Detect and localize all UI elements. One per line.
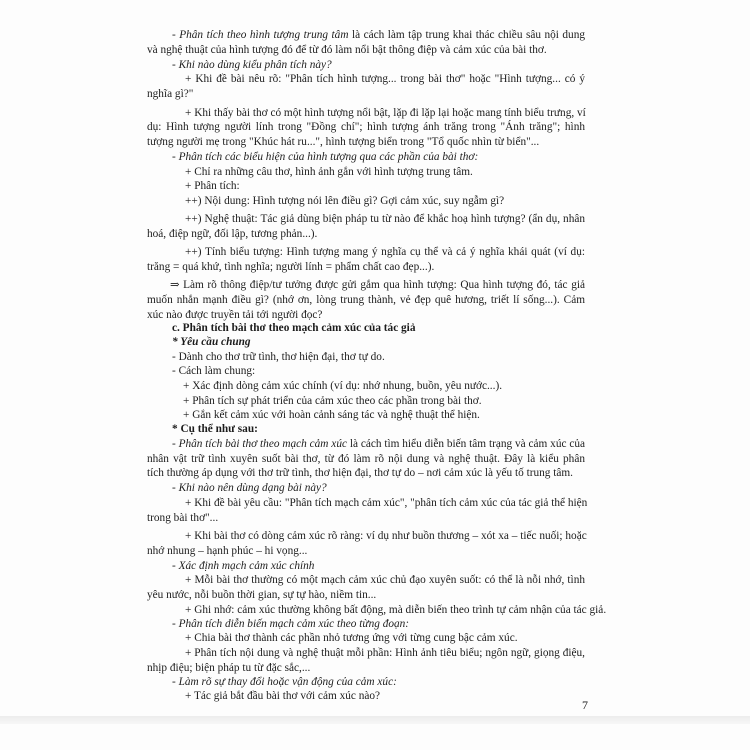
text-line: dụ: Hình tượng người lính trong "Đồng chí"; hình tượng ánh trăng trong "Ánh trăng"; hình (147, 121, 585, 133)
text-line: + Phân tích nội dung và nghệ thuật mỗi phần: Hình ảnh tiêu biểu; ngôn ngữ, giọng điệu, (185, 647, 585, 659)
text-line: + Chỉ ra những câu thơ, hình ảnh gắn với hình tượng trung tâm. (185, 166, 473, 178)
text-line: + Xác định dòng cảm xúc chính (ví dụ: nhớ nhung, buồn, yêu nước...). (183, 380, 503, 392)
text-line: + Chia bài thơ thành các phần nhỏ tương ứng với từng cung bậc cảm xúc. (185, 632, 518, 644)
page-number: 7 (582, 698, 588, 712)
text-line: trong bài thơ"... (147, 512, 219, 524)
text-line: + Khi đề bài nêu rõ: "Phân tích hình tượng... trong bài thơ" hoặc "Hình tượng... có ý (185, 73, 585, 85)
text-line: - Cách làm chung: (172, 365, 256, 377)
text-line: nhịp điệu; biện pháp tu từ đặc sắc,... (147, 662, 311, 674)
text-line: ⇒ Làm rõ thông điệp/tư tưởng được gửi gắm qua hình tượng: Qua hình tượng đó, tác giả (170, 279, 585, 291)
italic-term: - Phân tích bài thơ theo mạch cảm xúc (172, 438, 347, 450)
text-line: xúc nào được truyền tải tới người đọc? (147, 309, 323, 321)
text-line: - Dành cho thơ trữ tình, thơ hiện đại, thơ tự do. (172, 351, 385, 363)
page-bottom-edge (0, 716, 750, 724)
text-line: c. Phân tích bài thơ theo mạch cảm xúc của tác giả (172, 322, 416, 334)
text-line: + Ghi nhớ: cảm xúc thường không bất động, mà diễn biến theo trình tự cảm nhận của tác giả. (185, 604, 607, 616)
text-line: + Phân tích sự phát triển của cảm xúc theo các phần trong bài thơ. (183, 395, 482, 407)
text-line: + Khi thấy bài thơ có một hình tượng nổi bật, lặp đi lặp lại hoặc mang tính biểu trưng, ví (185, 107, 586, 119)
text-line: tích thường áp dụng với thơ trữ tình, thơ hiện đại, thơ tự do – nơi cảm xúc là yếu tố trung tâm. (147, 467, 574, 479)
text-line: yêu nước, nỗi buồn thời gian, sự tự hào, niềm tin... (147, 589, 377, 601)
text-line: + Phân tích: (185, 180, 240, 192)
text-line: - Phân tích các biểu hiện của hình tượng qua các phần của bài thơ: (172, 151, 479, 163)
text-line: trăng = quá khứ, tình nghĩa; người lính = phẩm chất cao đẹp...). (147, 261, 435, 273)
text-line: + Khi đề bài yêu cầu: "Phân tích mạch cảm xúc", "phân tích cảm xúc của tác giả thể hiện (185, 497, 588, 509)
text-line: - Phân tích diễn biến mạch cảm xúc theo từng đoạn: (172, 618, 410, 630)
text-line: ++) Tính biểu tượng: Hình tượng mang ý nghĩa cụ thể và cả ý nghĩa khái quát (ví dụ: (185, 246, 585, 258)
line-rest: là cách tìm hiểu diễn biến tâm trạng và cảm xúc của (346, 438, 586, 450)
text-line: ++) Nghệ thuật: Tác giả dùng biện pháp tu từ nào để khắc hoạ hình tượng? (ẩn dụ, nhân (185, 213, 585, 225)
text-line: * Yêu cầu chung (172, 336, 251, 348)
text-line: nhớ nhung – hạnh phúc – hi vọng... (147, 545, 308, 557)
text-line: tượng người mẹ trong "Khúc hát ru...", hình tượng biển trong "Tổ quốc nhìn từ biển"... (147, 136, 540, 148)
text-line (172, 28, 585, 42)
text-line: hoá, điệp ngữ, đối lập, tương phản...). (147, 228, 318, 240)
text-line: + Mỗi bài thơ thường có một mạch cảm xúc chủ đạo xuyên suốt: có thể là nỗi nhớ, tình (185, 574, 585, 586)
text-line: muốn nhắn mạnh điều gì? (nhớ ơn, lòng trung thành, vẻ đẹp quê hương, triết lí sống...). Cảm (147, 294, 585, 306)
text-line: - Khi nào dùng kiểu phân tích này? (172, 59, 332, 71)
text-line: - Xác định mạch cảm xúc chính (172, 560, 315, 572)
text-line: ++) Nội dung: Hình tượng nói lên điều gì? Gợi cảm xúc, suy ngẫm gì? (185, 195, 505, 207)
italic-term: - Phân tích theo hình tượng trung tâm (172, 29, 349, 41)
text-line: - Làm rõ sự thay đổi hoặc vận động của cảm xúc: (172, 676, 397, 688)
text-line: + Gắn kết cảm xúc với hoàn cảnh sáng tác và nghệ thuật thể hiện. (183, 409, 480, 421)
line-rest: là cách làm tập trung khai thác chiều sâu nội dung (348, 29, 585, 41)
text-line: + Tác giả bắt đầu bài thơ với cảm xúc nào? (185, 690, 381, 702)
text-line: - Khi nào nên dùng dạng bài này? (172, 482, 327, 494)
text-line (172, 437, 585, 451)
text-line: và nghệ thuật của hình tượng đó để từ đó làm nổi bật thông điệp và cảm xúc của bài thơ. (147, 44, 547, 56)
text-line: + Khi bài thơ có dòng cảm xúc rõ ràng: ví dụ như buồn thương – xót xa – tiếc nuối; hoặc (185, 530, 587, 542)
text-line: nghĩa gì?" (147, 88, 194, 100)
text-line: * Cụ thể như sau: (172, 423, 258, 435)
text-line: nhân vật trữ tình xuyên suốt bài thơ, từ đó làm rõ nội dung và nghệ thuật. Đây là kiểu phân (147, 453, 585, 465)
